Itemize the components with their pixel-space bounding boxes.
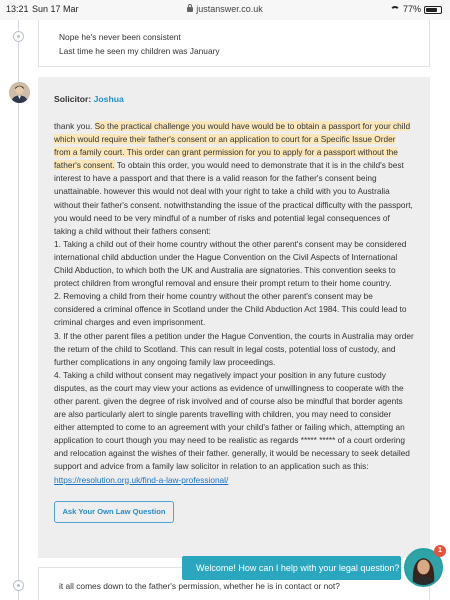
expert-role-label: Solicitor: xyxy=(54,94,92,104)
customer-message-card xyxy=(38,20,430,67)
status-date: Sun 17 Mar xyxy=(32,4,79,14)
status-bar xyxy=(0,0,450,20)
expert-header xyxy=(54,94,414,104)
address-bar[interactable] xyxy=(0,4,450,14)
ask-question-button[interactable]: Ask Your Own Law Question xyxy=(54,501,174,523)
battery-percent: 77% xyxy=(402,4,421,14)
timeline-line xyxy=(18,20,19,600)
answer-highlight: So the practical challenge you would have would be to obtain a passport for your child which would require their father's consent or an application to court for a Specific Issue Order from a family court. This order can grant permission for you to apply for a passport without the father's consent. xyxy=(54,121,411,171)
battery-icon xyxy=(424,6,442,14)
answer-intro: thank you. xyxy=(54,121,95,131)
answer-point-4: 4. Taking a child without consent may negatively impact your position in any future custody disputes, as the court may view your actions as evidence of unwillingness to cooperate with the other parent. given the degree of risk involved and of course also be mindful that border agents are also particularly alert to single parents travelling with children, you may need to consider either attempted to come to an agreement with your child's father or failing which, attempting an application to court though you may need to be realistic as regards ***** ***** of a court ordering and relocation against the wishes of their father. generally, it would be necessary to seek detailed support and advice from a family law solicitor in relation to an application such as this: xyxy=(54,369,410,472)
customer-message-line: it all comes down to the father's permission, whether he is in contact or not? xyxy=(59,581,340,591)
expert-answer-text xyxy=(54,120,414,487)
person-icon xyxy=(9,82,30,103)
answer-point-2: 2. Removing a child from their home country without the other parent's consent may be considered a criminal offence in Scotland under the Child Abduction Act 1984. This could lead to criminal charges and even imprisonment. xyxy=(54,291,407,328)
customer-message-line: Last time he seen my children was January xyxy=(59,46,220,56)
expert-answer-card xyxy=(38,77,430,558)
status-right xyxy=(390,4,442,14)
address-url: justanswer.co.uk xyxy=(196,4,263,14)
battery-fill xyxy=(426,8,437,12)
status-time: 13:21 xyxy=(6,4,29,14)
answer-body: To obtain this order, you would need to demonstrate that it is in the child's best interest to have a passport and that there is a valid reason for the father's consent being unattainable. however this would not deal with your right to take a child with you to Australia without their father's consent. notwithstanding the issue of the practical difficulty with the passport, you would need to be very mindful of a number of risks and potential legal consequences of taking a child without their fathers consent: xyxy=(54,160,413,236)
chat-notification-badge: 1 xyxy=(434,545,446,557)
expert-name[interactable]: Joshua xyxy=(93,94,124,104)
answer-point-1: 1. Taking a child out of their home country without the other parent's consent may be considered international child abduction under the Hague Convention on the Civil Aspects of International Child Abduction, to which both the UK and Australia are signatories. This convention seeks to protect children from wrongful removal and ensure their prompt return to their home country. xyxy=(54,238,407,289)
chat-welcome-bubble[interactable]: Welcome! How can I help with your legal question? xyxy=(182,556,401,580)
expert-avatar xyxy=(9,82,30,103)
timeline-dot xyxy=(13,31,24,42)
lock-icon xyxy=(187,7,193,12)
timeline-dot xyxy=(13,580,24,591)
customer-message-line: Nope he's never been consistent xyxy=(59,32,181,42)
resolution-link[interactable]: https://resolution.org.uk/find-a-law-professional/ xyxy=(54,474,229,485)
answer-point-3: 3. If the other parent files a petition under the Hague Convention, the courts in Australia may order the return of the child to Scotland. This can result in legal costs, potential loss of custody, and further complications in any ongoing family law proceedings. xyxy=(54,330,414,367)
wifi-icon xyxy=(390,6,400,13)
